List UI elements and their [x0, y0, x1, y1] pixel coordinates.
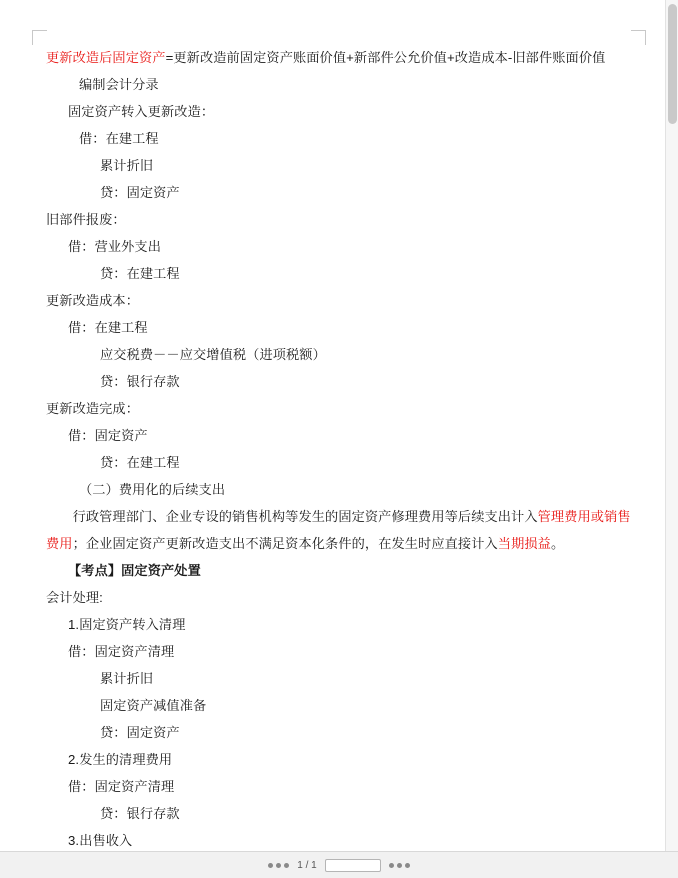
vertical-scrollbar[interactable]: [665, 0, 678, 852]
list-item: 借：在建工程: [68, 320, 148, 335]
list-item: 累计折旧: [100, 158, 154, 173]
list-item: 借：营业外支出: [68, 239, 162, 254]
list-item: 3.出售收入: [68, 833, 133, 848]
paragraph-text-3: 。: [550, 536, 565, 551]
list-item: 固定资产减值准备: [100, 698, 207, 713]
list-item: 贷：银行存款: [100, 806, 180, 821]
scrollbar-thumb[interactable]: [668, 4, 677, 124]
formula-line: [46, 44, 632, 71]
list-item: 贷：在建工程: [100, 266, 180, 281]
paragraph-highlight-2: 当期损益: [497, 536, 551, 551]
list-item: 2.发生的清理费用: [68, 752, 173, 767]
formula-term-highlight: 更新改造后固定资产: [46, 50, 166, 65]
formula-expression: =更新改造前固定资产账面价值+新部件公允价值+改造成本-旧部件账面价值: [165, 50, 606, 65]
page-dots-icon-right: [389, 863, 410, 868]
exam-point-heading: 【考点】固定资产处置: [68, 563, 201, 578]
list-item: 应交税费－－应交增值税（进项税额）: [100, 347, 326, 362]
list-item: 贷：银行存款: [100, 374, 180, 389]
list-item: 贷：固定资产: [100, 185, 180, 200]
status-bar: [0, 851, 678, 878]
list-item: 累计折旧: [100, 671, 154, 686]
paragraph-text-2: ；企业固定资产更新改造支出不满足资本化条件的，在发生时应直接计入: [72, 536, 498, 551]
list-item: 借：在建工程: [79, 131, 159, 146]
expense-paragraph: [46, 503, 632, 557]
list-item: 贷：固定资产: [100, 725, 180, 740]
paragraph-highlight-1: 管理费用或销售费用: [46, 509, 631, 551]
section-heading: （二）费用化的后续支出: [79, 482, 226, 497]
list-item: 更新改造成本：: [46, 293, 140, 308]
list-item: 固定资产转入更新改造：: [68, 104, 215, 119]
list-item: 借：固定资产: [68, 428, 148, 443]
page-indicator: 1 / 1: [297, 859, 317, 871]
zoom-slider[interactable]: [325, 859, 381, 872]
list-item: 编制会计分录: [79, 77, 159, 92]
list-item: 1.固定资产转入清理: [68, 617, 186, 632]
list-item: 更新改造完成：: [46, 401, 140, 416]
list-item: 借：固定资产清理: [68, 779, 175, 794]
paragraph-text-1: 行政管理部门、企业专设的销售机构等发生的固定资产修理费用等后续支出计入: [46, 509, 538, 524]
list-item: 借：固定资产清理: [68, 644, 175, 659]
list-item: 旧部件报废：: [46, 212, 126, 227]
page-dots-icon: [268, 863, 289, 868]
list-item: 贷：在建工程: [100, 455, 180, 470]
list-item: 会计处理:: [46, 590, 103, 605]
